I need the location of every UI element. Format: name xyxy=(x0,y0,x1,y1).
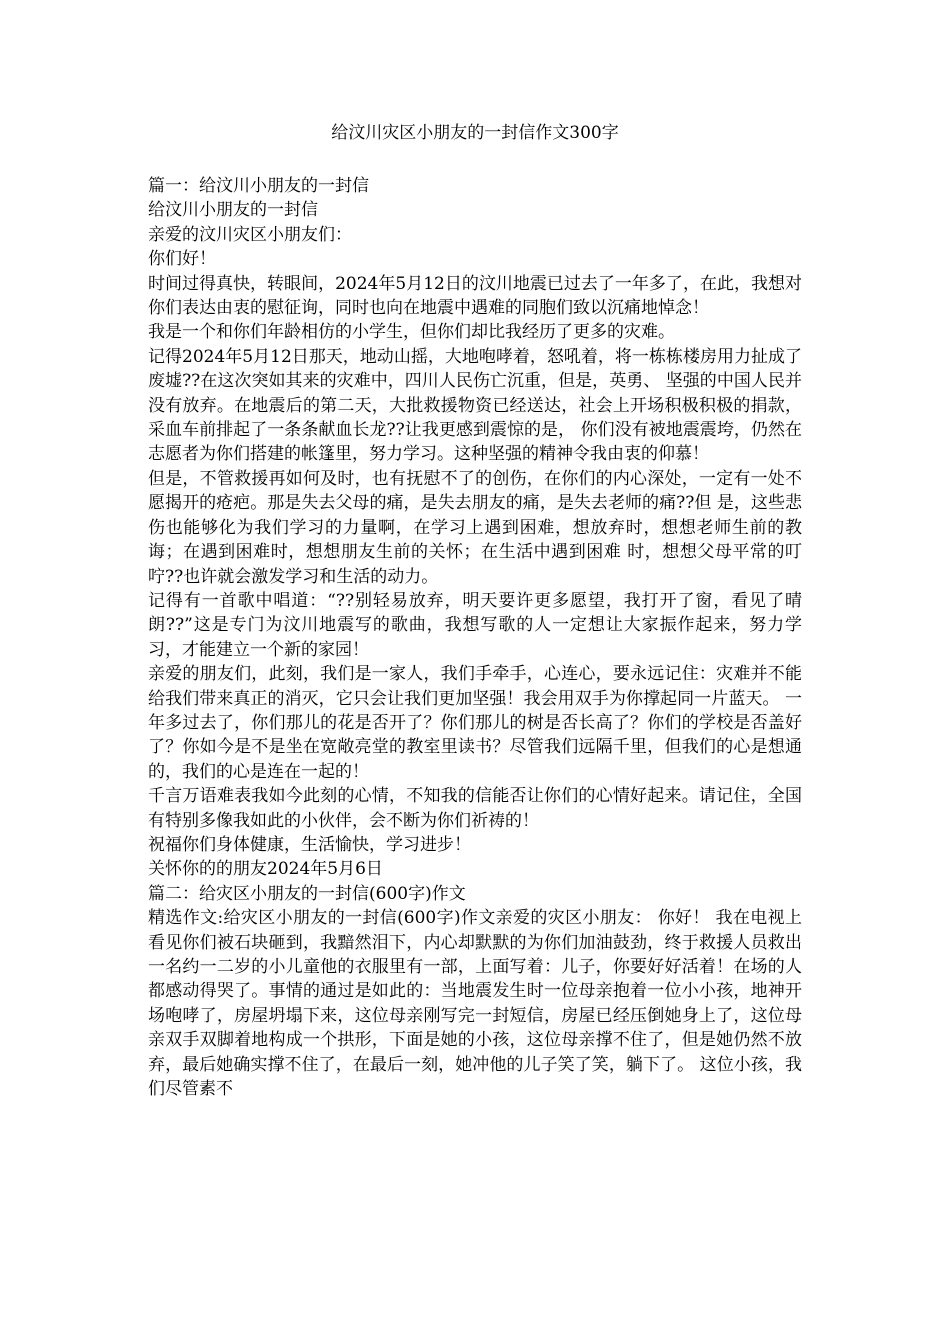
paragraph: 关怀你的的朋友2024年5月6日 xyxy=(148,859,383,880)
paragraph: 给汶川小朋友的一封信 xyxy=(148,200,318,221)
paragraph: 但是，不管救援再如何及时，也有抚慰不了的创伤，在你们的内心深处，一定有一处不愿揭开的疮疤。那是失去父母的痛，是失去朋友的痛，是失去老师的痛??但 是，这些悲伤也能够化为我们学习的力量啊，在学习上遇到困难，想放弃时，想想老师生前的教诲；在遇到困难时，想想朋友生前的关怀；在生活中遇到困难 时，想想父母平常的叮咛??也许就会激发学习和生活的动力。 xyxy=(148,468,802,587)
paragraph: 时间过得真快，转眼间，2024年5月12日的汶川地震已过去了一年多了，在此，我想对你们表达由衷的慰征询，同时也向在地震中遇难的同胞们致以沉痛地悼念！ xyxy=(148,273,802,319)
paragraph: 我是一个和你们年龄相仿的小学生，但你们却比我经历了更多的灾难。 xyxy=(148,322,675,343)
paragraph: 亲爱的朋友们，此刻，我们是一家人，我们手牵手，心连心，要永远记住：灾难并不能给我们带来真正的消灭，它只会让我们更加坚强！我会用双手为你撑起同一片蓝天。 一年多过去了，你们那儿的花是否开了？你们那儿的树是否长高了？你们的学校是否盖好了？你如今是不是坐在宽敞亮堂的教室里读书？尽管我们远隔千里，但我们的心是想通的，我们的心是连在一起的！ xyxy=(148,664,802,782)
document-body xyxy=(148,174,802,1101)
paragraph: 记得有一首歌中唱道：“??别轻易放弃，明天要许更多愿望，我打开了窗，看见了晴朗??”这是专门为汶川地震写的歌曲，我想写歌的人一定想让大家振作起来，努力学习，才能建立一个新的家园！ xyxy=(148,590,802,660)
paragraph: 千言万语难表我如今此刻的心情，不知我的信能否让你们的心情好起来。请记住，全国有特别多像我如此的小伙伴，会不断为你们祈祷的！ xyxy=(148,786,802,831)
paragraph: 祝福你们身体健康，生活愉快，学习进步！ xyxy=(148,834,471,855)
document-title: 给汶川灾区小朋友的一封信作文300字 xyxy=(331,123,619,143)
paragraph: 记得2024年5月12日那天，地动山摇，大地咆哮着，怒吼着，将一栋栋楼房用力扯成了废墟??在这次突如其来的灾难中，四川人民伤亡沉重，但是，英勇、 坚强的中国人民并没有放弃。在地震后的第二天，大批救援物资已经送达，社会上开场积极积极的捐款，采血车前排起了一条条献血长龙??让我更感到震惊的是， 你们没有被地震震垮，仍然在志愿者为你们搭建的帐篷里，努力学习。这种坚强的精神令我由衷的仰慕！ xyxy=(148,346,802,465)
paragraph: 精选作文:给灾区小朋友的一封信(600字)作文亲爱的灾区小朋友： 你好！ 我在电视上看见你们被石块砸到，我黯然泪下，内心却默默的为你们加油鼓劲，终于救援人员救出一名约一二岁的小儿童他的衣服里有一部，上面写着：儿子，你要好好活着！在场的人都感动得哭了。事情的通过是如此的：当地震发生时一位母亲抱着一位小小孩，地神开场咆哮了，房屋坍塌下来，这位母亲刚写完一封短信，房屋已经压倒她身上了，这位母亲双手双脚着地构成一个拱形，下面是她的小孩，这位母亲撑不住了，但是她仍然不放弃，最后她确实撑不住了，在最后一刻，她冲他的儿子笑了笑，躺下了。 这位小孩，我们尽管素不 xyxy=(148,908,802,1100)
paragraph: 篇一：给汶川小朋友的一封信 xyxy=(148,176,369,196)
paragraph: 亲爱的汶川灾区小朋友们： xyxy=(148,224,352,245)
paragraph: 篇二：给灾区小朋友的一封信(600字)作文 xyxy=(148,883,466,904)
paragraph: 你们好！ xyxy=(148,249,216,270)
